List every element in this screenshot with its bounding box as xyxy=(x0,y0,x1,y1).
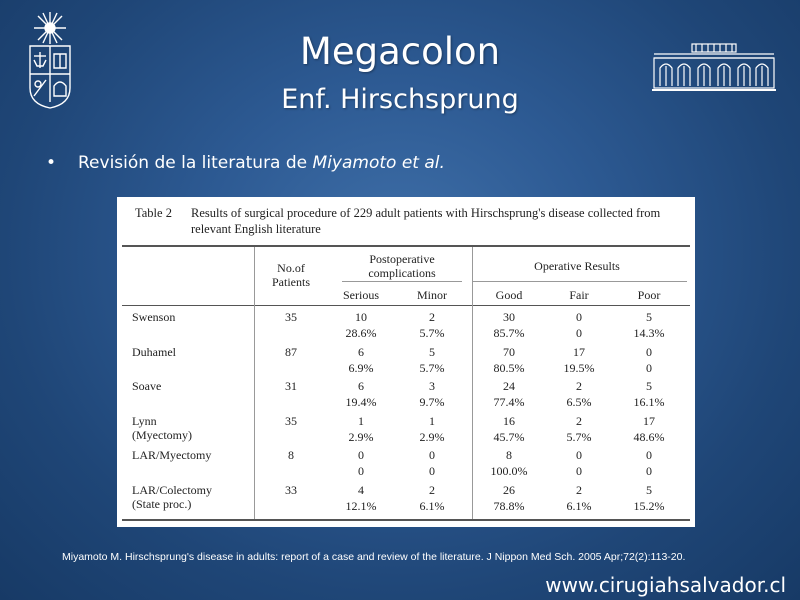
row-percent-cell: 16.1% xyxy=(633,395,665,409)
row-percent-cell: 45.7% xyxy=(493,429,525,444)
row-percent-cell: 6.1% xyxy=(419,498,445,513)
row-count-cell: 2 xyxy=(429,482,435,497)
row-count-cell: 16 xyxy=(503,413,515,428)
bullet-icon: • xyxy=(46,153,57,173)
row-percent-cell: 0 xyxy=(358,464,364,478)
row-percent-cell: 28.6% xyxy=(345,326,377,340)
row-procedure-name: LAR/Myectomy xyxy=(132,448,212,462)
row-patient-count: 35 xyxy=(285,310,297,324)
row-percent-cell: 0 xyxy=(576,464,582,478)
row-count-cell: 0 xyxy=(576,310,582,324)
row-percent-cell: 48.6% xyxy=(633,429,665,444)
row-count-cell: 10 xyxy=(355,310,367,324)
row-percent-cell: 6.5% xyxy=(566,395,592,409)
table-caption-text: Results of surgical procedure of 229 adult patients with Hirschsprung's disease collected from relevant English literature xyxy=(191,206,661,236)
header-bottom-rule xyxy=(122,305,690,306)
header-complications-2: complications xyxy=(368,266,436,280)
row-count-cell: 2 xyxy=(576,413,582,428)
header-complications-1: Postoperative xyxy=(369,252,435,266)
row-count-cell: 0 xyxy=(576,448,582,462)
row-count-cell: 17 xyxy=(643,413,655,428)
row-percent-cell: 19.4% xyxy=(345,395,377,409)
results-table-image xyxy=(117,197,695,527)
row-percent-cell: 15.2% xyxy=(633,498,665,513)
table-caption-label: Table 2 xyxy=(135,206,172,220)
row-count-cell: 5 xyxy=(646,482,652,497)
slide-title: Megacolon xyxy=(299,30,501,73)
header-fair: Fair xyxy=(569,288,589,302)
row-patient-count: 35 xyxy=(285,413,297,428)
row-patient-count: 31 xyxy=(285,379,297,393)
row-percent-cell: 80.5% xyxy=(493,360,525,375)
row-percent-cell: 5.7% xyxy=(419,360,445,375)
website-url: www.cirugiahsalvador.cl xyxy=(545,573,786,597)
slide-subtitle: Enf. Hirschsprung xyxy=(281,84,519,115)
row-count-cell: 1 xyxy=(358,413,364,428)
row-procedure-name: (Myectomy) xyxy=(132,427,192,442)
row-procedure-name: Duhamel xyxy=(132,344,176,359)
complications-underline xyxy=(342,281,462,282)
row-count-cell: 5 xyxy=(646,379,652,393)
header-patients-1: No.of xyxy=(277,261,305,275)
row-count-cell: 5 xyxy=(429,344,435,359)
row-count-cell: 2 xyxy=(576,379,582,393)
row-patient-count: 87 xyxy=(285,344,297,359)
literature-reference: Miyamoto M. Hirschsprung's disease in adults: report of a case and review of the literature. J Nippon Med Sch. 2005 Apr;72(2):113-20. xyxy=(62,551,686,563)
row-patient-count: 8 xyxy=(288,448,294,462)
row-percent-cell: 2.9% xyxy=(348,429,374,444)
row-count-cell: 4 xyxy=(358,482,364,497)
header-good: Good xyxy=(495,288,523,302)
row-procedure-name: Soave xyxy=(132,379,162,393)
row-procedure-name: (State proc.) xyxy=(132,496,192,511)
row-percent-cell: 0 xyxy=(429,464,435,478)
row-count-cell: 2 xyxy=(576,482,582,497)
row-count-cell: 8 xyxy=(506,448,512,462)
table-top-rule xyxy=(122,245,690,247)
row-percent-cell: 77.4% xyxy=(493,395,525,409)
row-percent-cell: 12.1% xyxy=(345,498,377,513)
header-patients-2: Patients xyxy=(272,275,310,289)
row-count-cell: 26 xyxy=(503,482,515,497)
row-percent-cell: 5.7% xyxy=(419,326,445,340)
row-count-cell: 0 xyxy=(646,344,652,359)
bullet-author: Miyamoto et al. xyxy=(312,153,445,173)
row-count-cell: 24 xyxy=(503,379,515,393)
column-divider xyxy=(472,247,473,519)
column-divider xyxy=(254,247,255,519)
row-count-cell: 30 xyxy=(503,310,515,324)
row-percent-cell: 19.5% xyxy=(563,360,595,375)
row-count-cell: 2 xyxy=(429,310,435,324)
row-count-cell: 3 xyxy=(429,379,435,393)
row-percent-cell: 5.7% xyxy=(566,429,592,444)
row-percent-cell: 0 xyxy=(576,326,582,340)
row-procedure-name: Swenson xyxy=(132,310,176,324)
row-count-cell: 6 xyxy=(358,379,364,393)
header-serious: Serious xyxy=(343,288,379,302)
row-count-cell: 17 xyxy=(573,344,585,359)
row-percent-cell: 6.1% xyxy=(566,498,592,513)
table-bottom-rule xyxy=(122,519,690,521)
row-count-cell: 0 xyxy=(358,448,364,462)
row-count-cell: 6 xyxy=(358,344,364,359)
row-percent-cell: 78.8% xyxy=(493,498,525,513)
row-percent-cell: 9.7% xyxy=(419,395,445,409)
row-count-cell: 0 xyxy=(646,448,652,462)
row-count-cell: 5 xyxy=(646,310,652,324)
header-minor: Minor xyxy=(417,288,447,302)
results-underline xyxy=(472,281,687,282)
row-percent-cell: 85.7% xyxy=(493,326,525,340)
row-count-cell: 0 xyxy=(429,448,435,462)
row-percent-cell: 100.0% xyxy=(490,464,528,478)
header-operative-results: Operative Results xyxy=(534,259,620,273)
bullet-text: Revisión de la literatura de xyxy=(78,153,313,173)
row-count-cell: 70 xyxy=(503,344,515,359)
row-percent-cell: 14.3% xyxy=(633,326,665,340)
bullet-point xyxy=(46,153,445,173)
row-percent-cell: 0 xyxy=(646,464,652,478)
row-procedure-name: LAR/Colectomy xyxy=(132,482,212,497)
row-percent-cell: 2.9% xyxy=(419,429,445,444)
row-patient-count: 33 xyxy=(285,482,297,497)
row-percent-cell: 0 xyxy=(646,360,652,375)
row-count-cell: 1 xyxy=(429,413,435,428)
row-percent-cell: 6.9% xyxy=(348,360,374,375)
row-procedure-name: Lynn xyxy=(132,413,157,428)
header-poor: Poor xyxy=(637,288,661,302)
